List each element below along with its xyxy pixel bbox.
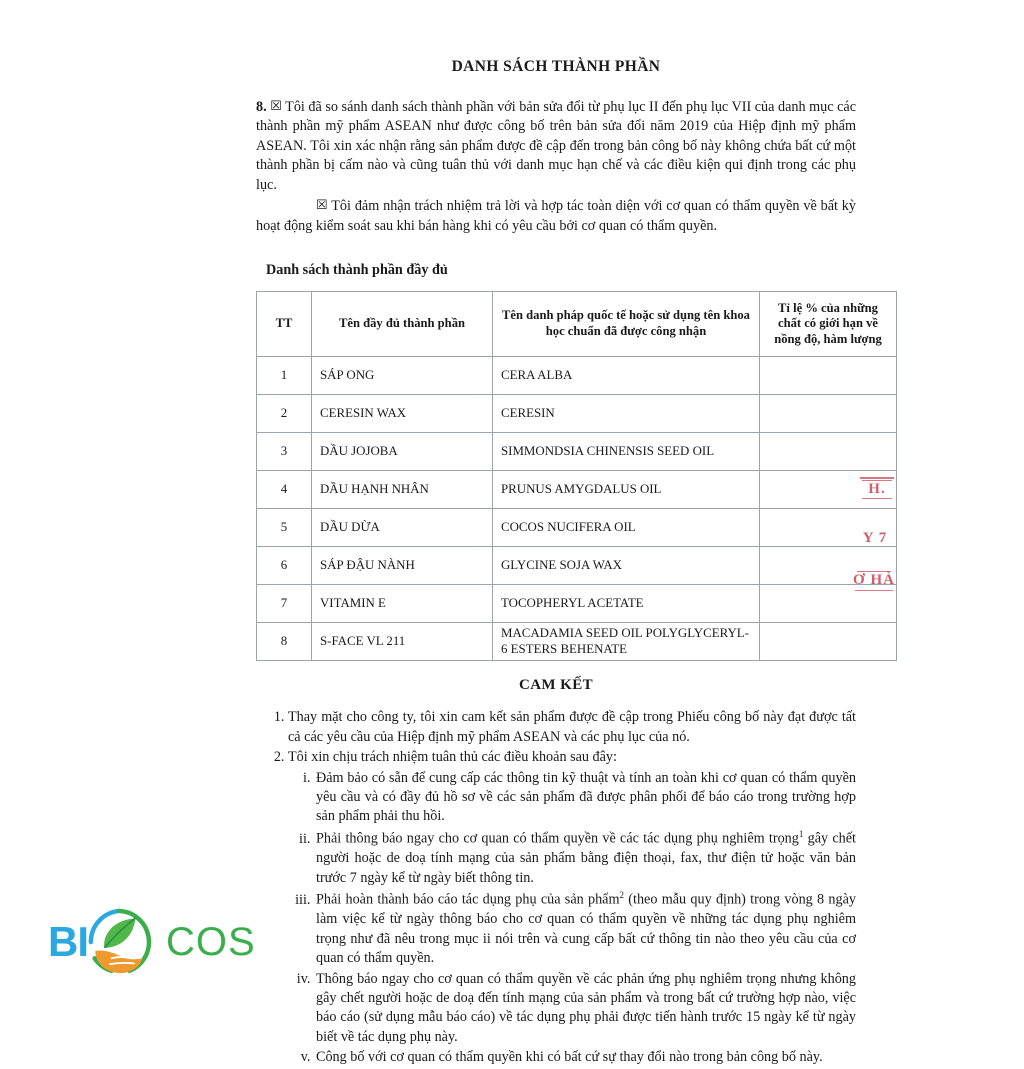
margin-annotation-3 — [850, 570, 898, 592]
cell-tt: 6 — [257, 547, 312, 585]
table-row — [257, 547, 897, 585]
cell-name: VITAMIN E — [312, 585, 493, 623]
cell-inci: PRUNUS AMYGDALUS OIL — [493, 471, 760, 509]
paragraph-8-text: Tôi đã so sánh danh sách thành phần với bản sửa đổi từ phụ lục II đến phụ lục VII của danh mục các thành phần mỹ phẩm ASEAN như được công bố trên bản sửa đổi năm 2019 của Hiệp định mỹ phẩm ASEAN. Tôi xin xác nhận rằng sản phẩm được đề cập đến trong bản công bố này không chứa bất cứ một thành phần bị cấm nào và cũng tuân thủ với danh mục hạn chế và các điều kiện qui định trong các phụ lục. — [256, 99, 857, 193]
subitem-ii-text-after: gây chết người hoặc de doạ tính mạng của sản phẩm bằng điện thoại, fax, thư điện tử hoặc văn bản trước 7 ngày kể từ ngày biết thông tin. — [316, 830, 856, 886]
logo-text-bi: BI — [48, 918, 88, 965]
cell-name: DẦU HẠNH NHÂN — [312, 471, 493, 509]
table-header-row — [257, 292, 897, 357]
commitment-subitem-iii — [314, 889, 856, 969]
annotation-glyph: Ơ HÀ — [853, 572, 895, 588]
paragraph-consent-text: Tôi đảm nhận trách nhiệm trả lời và hợp tác toàn diện với cơ quan có thẩm quyền về bất kỳ hoạt động kiểm soát sau khi bán hàng khi có yêu cầu bởi cơ quan có thẩm quyền. — [256, 198, 856, 234]
cell-inci: GLYCINE SOJA WAX — [493, 547, 760, 585]
cell-pct — [760, 433, 897, 471]
paragraph-consent — [256, 197, 856, 236]
section-subheading: Danh sách thành phần đầy đủ — [266, 262, 448, 279]
cell-pct — [760, 623, 897, 661]
ingredient-table — [256, 291, 897, 661]
commitment-title: CAM KẾT — [518, 677, 594, 694]
leaf-hand-emblem-icon — [82, 905, 156, 979]
column-header-tt: TT — [257, 292, 312, 357]
commitment-subitem-i: i. Đảm bảo có sẵn để cung cấp các thông tin kỹ thuật và tính an toàn khi cơ quan có thẩm quyền yêu cầu và có đầy đủ hồ sơ về các sản phẩm đã được phân phối để báo cáo trong trường hợp sản phẩm phải thu hồi. — [314, 769, 856, 827]
page-title: DANH SÁCH THÀNH PHẦN — [451, 58, 661, 75]
subitem-iii-text-after: (theo mẫu quy định) trong vòng 8 ngày làm việc kể từ ngày thông báo cho cơ quan có thẩm quyền về những tác dụng phụ nghiêm trọng như đã nêu trong mục ii nói trên và cung cấp bất cứ thông tin nào theo yêu cầu của cơ quan có thẩm quyền. — [316, 891, 856, 967]
cell-name: SÁP ONG — [312, 357, 493, 395]
margin-annotation-2 — [852, 531, 898, 547]
cell-inci: CERESIN — [493, 395, 760, 433]
paragraph-8 — [256, 98, 856, 195]
commitment-sublist — [288, 769, 856, 1068]
column-header-inci: Tên danh pháp quốc tế hoặc sử dụng tên khoa học chuẩn đã được công nhận — [493, 292, 760, 357]
commitment-item-2 — [288, 748, 856, 1068]
cell-name: SÁP ĐẬU NÀNH — [312, 547, 493, 585]
annotation-rule — [862, 498, 891, 499]
annotation-rule — [857, 571, 891, 572]
annotation-glyph: H. — [868, 480, 886, 497]
column-header-pct: Tỉ lệ % của những chất có giới hạn về nồng độ, hàm lượng — [760, 292, 897, 357]
cell-inci: CERA ALBA — [493, 357, 760, 395]
cell-name: S-FACE VL 211 — [312, 623, 493, 661]
commitment-item-1: 1. Thay mặt cho công ty, tôi xin cam kết sản phẩm được đề cập trong Phiếu công bố này đạt được tất cả các yêu cầu của Hiệp định mỹ phẩm ASEAN và các phụ lục của nó. — [288, 708, 856, 747]
checkbox-checked-icon[interactable]: ☒ — [270, 98, 282, 113]
cell-tt: 5 — [257, 509, 312, 547]
margin-annotation-1 — [856, 476, 898, 500]
table-header — [257, 292, 897, 357]
table-row — [257, 357, 897, 395]
annotation-glyph: Y 7 — [862, 530, 888, 546]
cell-name: DẦU JOJOBA — [312, 433, 493, 471]
table-row — [257, 623, 897, 661]
commitment-subitem-iv: iv. Thông báo ngay cho cơ quan có thẩm quyền về các phản ứng phụ nghiêm trọng nhưng không gây chết người hoặc de doạ đến tính mạng của sản phẩm và trong bất cứ trường hợp nào, việc báo cáo (sử dụng mẫu báo cáo) về tác dụng phụ phải được tiến hành trước 15 ngày kể từ ngày biết về tác dụng phụ này. — [314, 970, 856, 1048]
commitment-subitem-v: v. Công bố với cơ quan có thẩm quyền khi có bất cứ sự thay đổi nào trong bản công bố này. — [314, 1048, 856, 1067]
table-row — [257, 585, 897, 623]
checkbox-checked-icon-2[interactable]: ☒ — [316, 197, 328, 213]
commitment-list — [256, 708, 856, 1068]
commitment-subitem-ii — [314, 828, 856, 888]
cell-pct — [760, 357, 897, 395]
table-row — [257, 395, 897, 433]
cell-inci: COCOS NUCIFERA OIL — [493, 509, 760, 547]
annotation-rule — [860, 477, 894, 479]
table-body — [257, 357, 897, 661]
logo-text-cos: COS — [166, 920, 256, 964]
footnote-marker-2: 2 — [619, 889, 625, 900]
table-row — [257, 471, 897, 509]
column-header-name: Tên đầy đủ thành phần — [312, 292, 493, 357]
cell-tt: 7 — [257, 585, 312, 623]
annotation-rule — [855, 590, 893, 592]
annotation-rule — [862, 480, 891, 481]
cell-tt: 2 — [257, 395, 312, 433]
table-row — [257, 433, 897, 471]
cell-inci: TOCOPHERYL ACETATE — [493, 585, 760, 623]
cell-tt: 8 — [257, 623, 312, 661]
cell-inci: SIMMONDSIA CHINENSIS SEED OIL — [493, 433, 760, 471]
subitem-iii-text-before: Phải hoàn thành báo cáo tác dụng phụ của sản phẩm — [316, 891, 620, 908]
biocos-logo — [48, 900, 276, 984]
footnote-marker-1: 1 — [798, 828, 804, 839]
cell-pct — [760, 395, 897, 433]
table-row — [257, 509, 897, 547]
cell-tt: 1 — [257, 357, 312, 395]
cell-tt: 3 — [257, 433, 312, 471]
cell-name: DẦU DỪA — [312, 509, 493, 547]
cell-tt: 4 — [257, 471, 312, 509]
commitment-item-2-intro: Tôi xin chịu trách nhiệm tuân thủ các điều khoản sau đây: — [288, 749, 617, 766]
paragraph-8-number: 8. — [256, 99, 267, 115]
cell-inci: MACADAMIA SEED OIL POLYGLYCERYL-6 ESTERS BEHENATE — [493, 623, 760, 661]
subitem-ii-text-before: Phải thông báo ngay cho cơ quan có thẩm quyền về các tác dụng phụ nghiêm trọng — [316, 830, 799, 847]
cell-name: CERESIN WAX — [312, 395, 493, 433]
